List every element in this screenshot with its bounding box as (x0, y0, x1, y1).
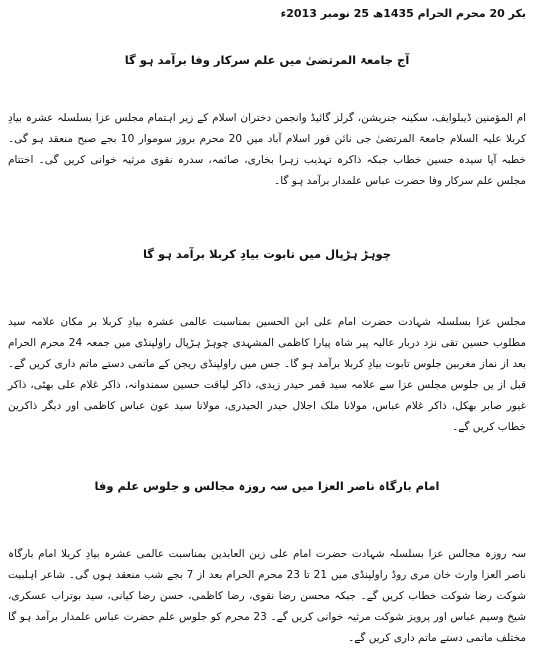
article-3-body: سہ روزہ مجالس عزا بسلسلہ شہادت حضرت امام علی زین العابدین بمناسبت عالمی عشرہ بیادِ کربلا امام بارگاہ ناصر العزا وارث خان مری روڈ راولپنڈی میں 21 تا 23 محرم الحرام بعد از 7 بجے شب منعقد ہوں گی۔ شاعر اہلبیت شوکت رضا شوکت خطاب کریں گے۔ جبکہ محسن رضا نقوی، رضا کاظمی، حسن رضا کیانی، سید بوتراب عسکری، شیخ وسیم عباس اور پرویز شوکت مرثیہ خوانی کریں گے۔ 23 محرم کو جلوس علم حضرت عباس علمدار برآمد ہو گا مختلف ماتمی دستے ماتم داری کریں گے۔ (8, 548, 526, 644)
article-2 (8, 246, 526, 438)
article-2-heading: چوہڑ ہڑپال میں تابوت بیادِ کربلا برآمد ہو گا (142, 247, 392, 261)
article-1-heading: آج جامعۃ المرتضیٰ میں علم سرکار وفا برآمد ہو گا (124, 53, 410, 67)
article-3 (8, 478, 526, 649)
date-line: بکر 20 محرم الحرام 1435ھ 25 نومبر 2013ء (280, 7, 526, 20)
article-2-body: مجلس عزا بسلسلہ شہادت حضرت امام علی ابن الحسین بمناسبت عالمی عشرہ بیادِ کربلا بر مکان علامہ سید مطلوب حسین تقی نزد دربار عالیہ پیر شاہ پیارا کاظمی المشہدی چوہڑ ہڑپال راولپنڈی میں جمعہ 24 محرم الحرام بعد از نماز مغربین جلوس تابوت بیادِ کربلا برآمد ہو گا۔ جس میں راولپنڈی ریجن کے ماتمی دستے ماتم داری کریں گے۔ قبل از یں جلوس مجلس عزا سے علامہ سید قمر حیدر زیدی، ذاکر لیاقت حسین سمندوانہ، ذاکر غلام علی بھٹی، ذاکر غیور صابر بھکل، ذاکر غلام عباس، مولانا ملک اجلال حیدر الحیدری، مولانا سید عون عباس کاظمی اور دیگر ذاکرین خطاب کریں گے۔ (8, 316, 526, 433)
article-1 (8, 52, 526, 192)
article-1-body: ام المؤمنین ڈیبلوایف، سکینہ جنریشن، گرلز گائیڈ وانجمن دختران اسلام کے زیر اہتمام مجلس عزا بسلسلہ عشرہ بیادِ کربلا علیہ السلام جامعۃ المرتضیٰ جی نائن فور اسلام آباد میں 20 محرم بروز سوموار 10 بجے صبح منعقد ہو گی۔ خطبہ آپا سیدہ حسین خطاب جبکہ ذاکرہ تہذیب زہرا بخاری، صائمہ، سدرہ نقوی مرثیہ خوانی کریں گی۔ اختتام مجلس علم سرکار وفا حضرت عباس علمدار برآمد ہو گا۔ (8, 112, 526, 187)
article-3-heading: امام بارگاہ ناصر العزا میں سہ روزہ مجالس و جلوس علم وفا (94, 479, 440, 493)
